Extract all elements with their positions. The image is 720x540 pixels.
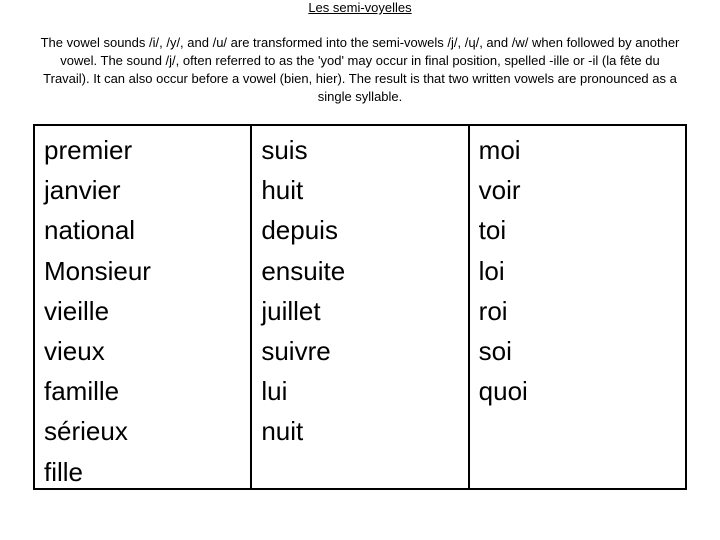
- list-item: suis: [261, 135, 308, 165]
- list-item: vieux: [44, 336, 105, 367]
- list-item: vieille: [44, 295, 110, 326]
- word-table: [33, 124, 687, 490]
- page-title: Les semi-voyelles: [308, 0, 412, 15]
- list-item: premier: [44, 135, 133, 165]
- list-item: ensuite: [261, 255, 346, 286]
- intro-paragraph: The vowel sounds /i/, /y/, and /u/ are transformed into the semi-vowels /j/, /ɥ/, and /w/ when followed by another vowel. The sound /j/, often referred to as the 'yod' may occur in final position, spelled -ille or -il (la fête du Travail). It can also occur before a vowel (bien, hier). The result is that two written vowels are pronounced as a single syllable.: [40, 35, 680, 104]
- list-item: quoi: [478, 376, 528, 407]
- list-item: loi: [478, 255, 505, 286]
- word-list: [261, 130, 467, 452]
- word-list: [44, 130, 250, 492]
- list-item: famille: [44, 376, 120, 407]
- column-ui: [250, 126, 467, 488]
- list-item: Monsieur: [44, 255, 151, 286]
- list-item: depuis: [261, 215, 338, 246]
- list-item: janvier: [44, 175, 121, 206]
- list-item: roi: [478, 295, 508, 326]
- list-item: sérieux: [44, 416, 128, 447]
- list-item: huit: [261, 175, 304, 206]
- list-item: juillet: [261, 295, 321, 326]
- column-oi: [468, 126, 685, 488]
- list-item: fille: [44, 456, 84, 487]
- list-item: lui: [261, 376, 288, 407]
- list-item: suivre: [261, 336, 331, 367]
- list-item: moi: [478, 135, 521, 165]
- list-item: toi: [478, 215, 507, 246]
- column-ij: [35, 126, 250, 488]
- list-item: voir: [478, 175, 521, 206]
- word-list: [479, 130, 685, 411]
- list-item: national: [44, 215, 136, 246]
- list-item: nuit: [261, 416, 304, 447]
- list-item: soi: [478, 336, 512, 367]
